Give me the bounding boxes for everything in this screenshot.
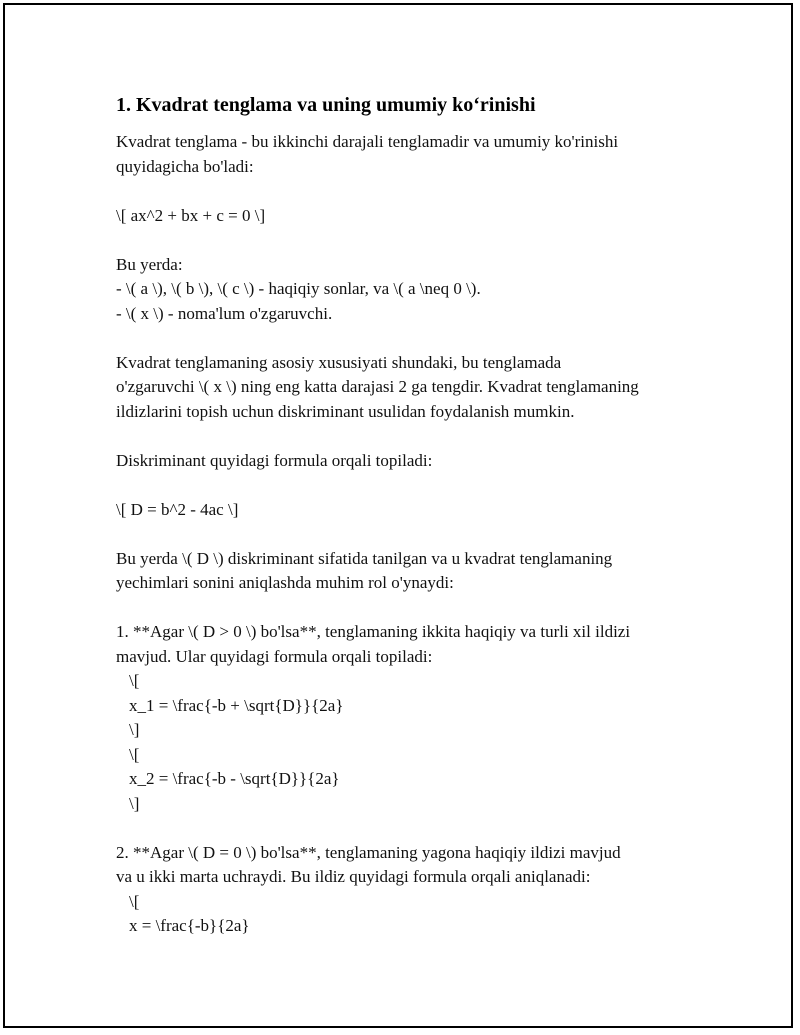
formula-line: \[ (129, 671, 140, 690)
list-item: - \( a \), \( b \), \( c \) - haqiqiy sonlar, va \( a \neq 0 \). (116, 279, 481, 298)
blank-line (116, 228, 716, 253)
formula-line: x = \frac{-b}{2a} (129, 916, 250, 935)
paragraph-line: Kvadrat tenglamaning asosiy xususiyati shundaki, bu tenglamada (116, 352, 562, 372)
paragraph-line: Kvadrat tenglama - bu ikkinchi darajali tenglamadir va umumiy ko'rinishi (116, 132, 619, 151)
equation-discriminant: \[ D = b^2 - 4ac \] (116, 499, 239, 519)
paragraph-line: Diskriminant quyidagi formula orqali topiladi: (116, 450, 433, 470)
numbered-item: va u ikki marta uchraydi. Bu ildiz quyidagi formula orqali aniqlanadi: (116, 867, 591, 886)
document-content (116, 91, 716, 939)
blank-line (116, 326, 716, 351)
blank-line (116, 424, 716, 449)
blank-line (116, 816, 716, 841)
formula-line: x_2 = \frac{-b - \sqrt{D}}{2a} (129, 769, 340, 788)
paragraph-line: o'zgaruvchi \( x \) ning eng katta darajasi 2 ga tengdir. Kvadrat tenglamaning (116, 377, 639, 396)
formula-line: \[ (129, 891, 140, 911)
numbered-item: 2. **Agar \( D = 0 \) bo'lsa**, tenglamaning yagona haqiqiy ildizi mavjud (116, 842, 621, 862)
list-item: - \( x \) - noma'lum o'zgaruvchi. (116, 303, 333, 323)
paragraph-line: quyidagicha bo'ladi: (116, 156, 254, 176)
blank-line (116, 179, 716, 204)
paragraph-line: ildizlarini topish uchun diskriminant usulidan foydalanish mumkin. (116, 401, 575, 421)
numbered-item: 1. **Agar \( D > 0 \) bo'lsa**, tenglamaning ikkita haqiqiy va turli xil ildizi (116, 622, 631, 641)
formula-line: x_1 = \frac{-b + \sqrt{D}}{2a} (129, 695, 344, 715)
formula-line: \] (129, 793, 140, 813)
equation-quadratic: \[ ax^2 + bx + c = 0 \] (116, 205, 266, 225)
paragraph-line: Bu yerda: (116, 254, 183, 274)
blank-line (116, 596, 716, 621)
paragraph-line: yechimlari sonini aniqlashda muhim rol o'ynaydi: (116, 573, 454, 592)
blank-line (116, 522, 716, 547)
formula-line: \] (129, 720, 140, 739)
paragraph-line: Bu yerda \( D \) diskriminant sifatida tanilgan va u kvadrat tenglamaning (116, 548, 613, 568)
section-heading: 1. Kvadrat tenglama va uning umumiy ko‘rinishi (116, 94, 536, 116)
blank-line (116, 473, 716, 498)
formula-line: \[ (129, 744, 140, 764)
numbered-item: mavjud. Ular quyidagi formula orqali topiladi: (116, 646, 433, 666)
